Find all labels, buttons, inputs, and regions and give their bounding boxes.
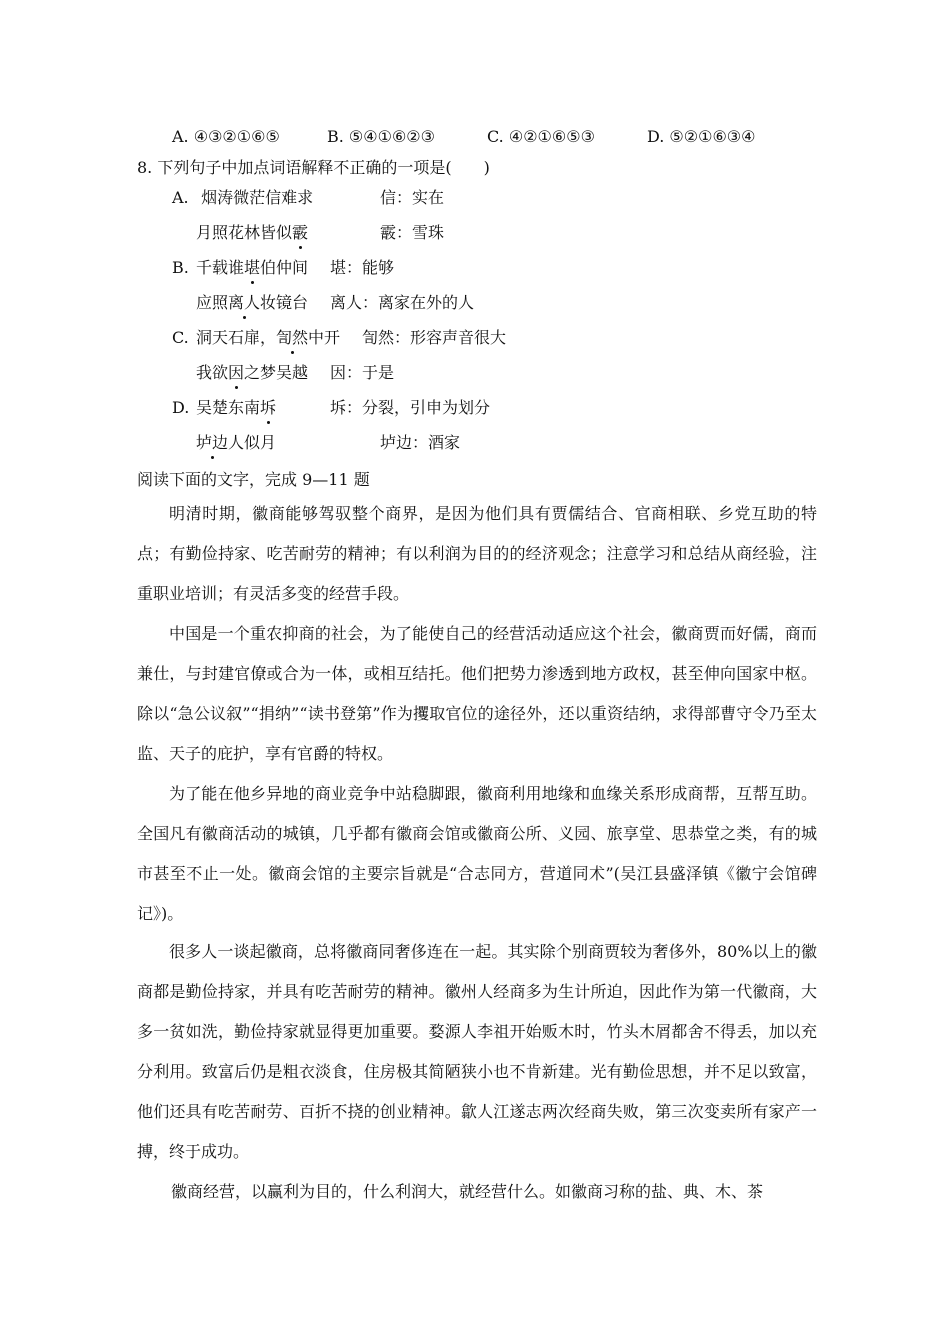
option-label: A. [172, 188, 189, 207]
q8-option-b-gloss2: 离人：离家在外的人 [330, 293, 475, 312]
q8-option-b-line1 [172, 257, 308, 279]
question-8-stem: 8. 下列句子中加点词语解释不正确的一项是( ) [137, 158, 490, 177]
option-label: D. [172, 398, 190, 417]
q8-option-a-gloss2: 霰：雪珠 [380, 223, 445, 242]
dotted-word: 霰 [292, 223, 309, 242]
sentence-part: 中开 [308, 328, 341, 347]
sentence-part: 千载谁 [196, 258, 245, 277]
q8-option-b-line2 [196, 292, 308, 314]
q8-option-b-gloss1: 堪：能够 [330, 258, 395, 277]
sentence-part: 人似月 [228, 433, 277, 452]
choice-b: B. ⑤④①⑥②③ [327, 127, 435, 146]
choice-d: D. ⑤②①⑥③④ [647, 127, 756, 146]
reading-paragraph-5: 徽商经营，以赢利为目的，什么利润大，就经营什么。如徽商习称的盐、典、木、茶 [171, 1182, 764, 1201]
q8-option-d-gloss2: 垆边：酒家 [380, 433, 461, 452]
choice-a: A. ④③②①⑥⑤ [172, 127, 280, 146]
sentence-part: 之梦吴越 [244, 363, 309, 382]
reading-heading: 阅读下面的文字，完成 9—11 题 [137, 470, 370, 489]
sentence-part: 妆镜台 [260, 293, 309, 312]
q8-option-d-gloss1: 坼：分裂，引申为划分 [330, 398, 491, 417]
q7-choices [172, 126, 756, 148]
reading-paragraph-2: 中国是一个重农抑商的社会，为了能使自己的经营活动适应这个社会，徽商贾而好儒，商而兼仕，与封建官僚或合为一体，或相互结托。他们把势力渗透到地方政权，甚至伸向国家中枢。除以“急公议叙”“捐纳”“读书登第”作为攫取官位的途径外，还以重资结纳，求得部曹守令乃至太监、天子的庇护，享有官爵的特权。 [137, 624, 817, 763]
option-label: B. [172, 258, 189, 277]
option-label: C. [172, 328, 189, 347]
sentence-part: 洞天石扉， [196, 328, 277, 347]
dotted-word: 离人 [228, 293, 261, 312]
dotted-word: 坼 [260, 398, 277, 417]
q8-option-d-line1 [172, 397, 276, 419]
sentence-part: 我欲 [196, 363, 229, 382]
q8-option-c-line2 [196, 362, 308, 384]
q8-option-a-line2 [196, 222, 308, 244]
q8-option-c-gloss1: 訇然：形容声音很大 [362, 328, 507, 347]
sentence-part: 应照 [196, 293, 229, 312]
dotted-word: 訇然 [276, 328, 309, 347]
reading-paragraph-3: 为了能在他乡异地的商业竞争中站稳脚跟，徽商利用地缘和血缘关系形成商帮，互帮互助。全国凡有徽商活动的城镇，几乎都有徽商会馆或徽商公所、义园、旅享堂、思恭堂之类，有的城市甚至不止一处。徽商会馆的主要宗旨就是“合志同方，营道同术”(吴江县盛泽镇《徽宁会馆碑记》)。 [137, 784, 817, 923]
q8-option-c-gloss2: 因：于是 [330, 363, 395, 382]
dotted-word: 垆边 [196, 433, 229, 452]
sentence-part: 伯仲间 [260, 258, 309, 277]
reading-paragraph-4: 很多人一谈起徽商，总将徽商同奢侈连在一起。其实除个别商贾较为奢侈外，80%以上的徽商都是勤俭持家，并具有吃苦耐劳的精神。徽州人经商多为生计所迫，因此作为第一代徽商，大多一贫如洗，勤俭持家就显得更加重要。婺源人李祖开始贩木时，竹头木屑都舍不得丢，加以充分利用。致富后仍是粗衣淡食，住房极其简陋狭小也不肯新建。光有勤俭思想，并不足以致富，他们还具有吃苦耐劳、百折不挠的创业精神。歙人江遂志两次经商失败，第三次变卖所有家产一搏，终于成功。 [137, 942, 817, 1161]
dotted-word: 因 [228, 363, 245, 382]
reading-paragraph-1: 明清时期，徽商能够驾驭整个商界，是因为他们具有贾儒结合、官商相联、乡党互助的特点；有勤俭持家、吃苦耐劳的精神；有以利润为目的的经济观念；注意学习和总结从商经验，注重职业培训；有灵活多变的经营手段。 [137, 504, 817, 603]
q8-option-d-line2 [196, 432, 276, 454]
q8-option-c-line1 [172, 327, 340, 349]
dotted-word: 堪 [244, 258, 261, 277]
option-sentence: 烟涛微茫信难求 [201, 188, 314, 207]
q8-option-a-line1 [172, 187, 313, 209]
q8-option-a-gloss1: 信：实在 [380, 188, 445, 207]
sentence-part: 吴楚东南 [196, 398, 261, 417]
sentence-part: 月照花林皆似 [196, 223, 293, 242]
choice-c: C. ④②①⑥⑤③ [487, 127, 595, 146]
